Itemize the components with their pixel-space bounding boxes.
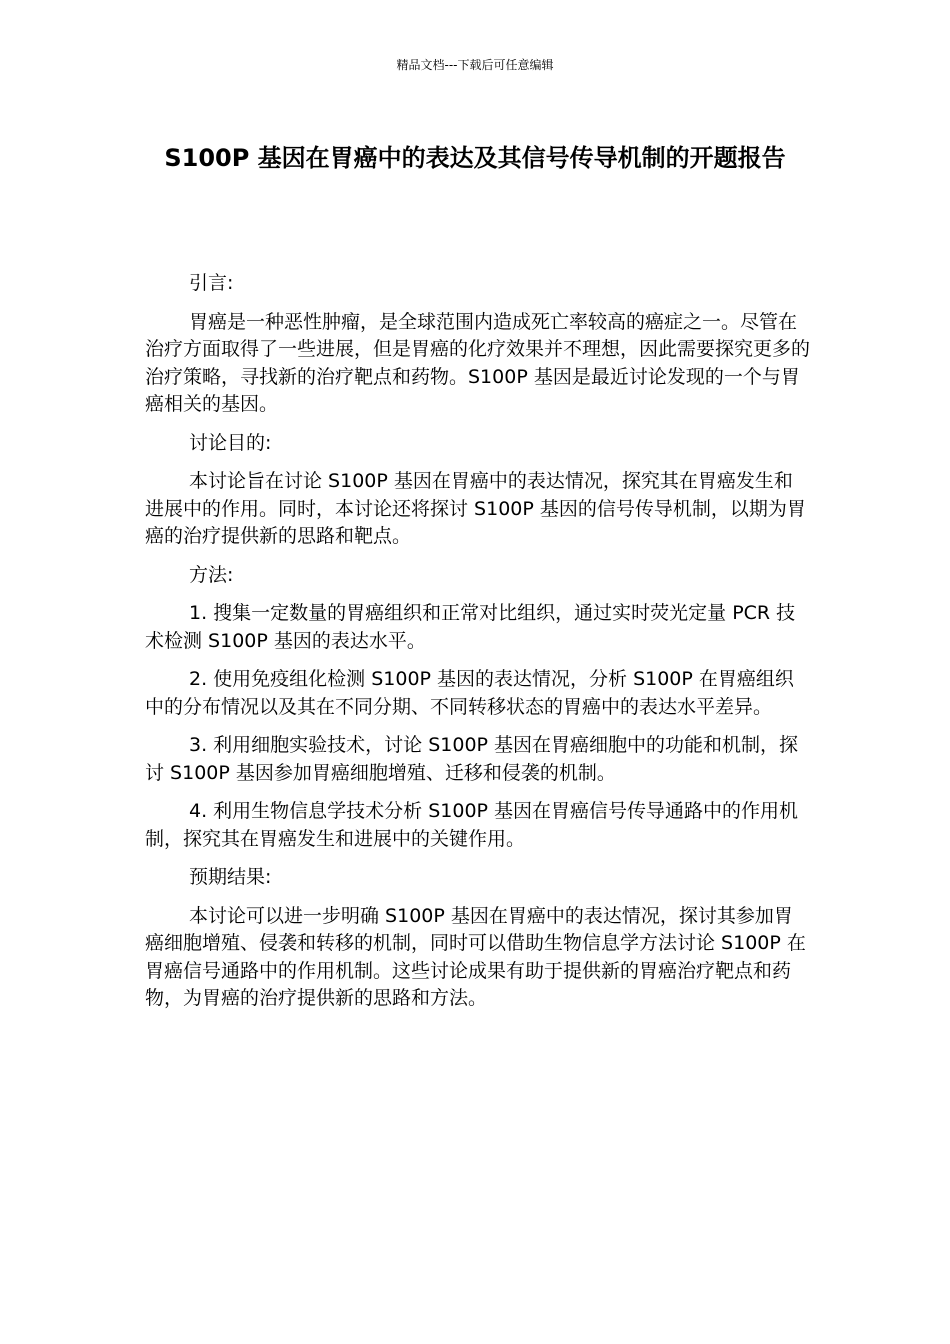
method-item-2: 2. 使用免疫组化检测 S100P 基因的表达情况，分析 S100P 在胃癌组织中的分布情况以及其在不同分期、不同转移状态的胃癌中的表达水平差异。	[145, 668, 794, 718]
method-item-4: 4. 利用生物信息学技术分析 S100P 基因在胃癌信号传导通路中的作用机制，探究其在胃癌发生和进展中的关键作用。	[145, 800, 799, 850]
results-label: 预期结果:	[189, 866, 272, 888]
purpose-label: 讨论目的:	[189, 431, 272, 454]
methods-label: 方法:	[189, 563, 234, 586]
method-item-1: 1. 搜集一定数量的胃癌组织和正常对比组织，通过实时荧光定量 PCR 技术检测 S100P 基因的表达水平。	[145, 602, 796, 652]
intro-label: 引言:	[189, 272, 234, 294]
method-item-3: 3. 利用细胞实验技术，讨论 S100P 基因在胃癌细胞中的功能和机制，探讨 S100P 基因参加胃癌细胞增殖、迁移和侵袭的机制。	[145, 734, 799, 784]
header-note: 精品文档---下载后可任意编辑	[396, 58, 554, 72]
results-paragraph: 本讨论可以进一步明确 S100P 基因在胃癌中的表达情况，探讨其参加胃癌细胞增殖、侵袭和转移的机制，同时可以借助生物信息学方法讨论 S100P 在胃癌信号通路中的作用机制。这些讨论成果有助于提供新的胃癌治疗靶点和药物，为胃癌的治疗提供新的思路和方法。	[145, 904, 806, 1009]
document-body	[145, 270, 810, 1013]
intro-paragraph: 胃癌是一种恶性肿瘤，是全球范围内造成死亡率较高的癌症之一。尽管在治疗方面取得了一些进展，但是胃癌的化疗效果并不理想，因此需要探究更多的治疗策略，寻找新的治疗靶点和药物。S100P 基因是最近讨论发现的一个与胃癌相关的基因。	[145, 310, 811, 415]
purpose-paragraph: 本讨论旨在讨论 S100P 基因在胃癌中的表达情况，探究其在胃癌发生和进展中的作用。同时，本讨论还将探讨 S100P 基因的信号传导机制，以期为胃癌的治疗提供新的思路和靶点。	[145, 470, 806, 547]
document-title: S100P 基因在胃癌中的表达及其信号传导机制的开题报告	[164, 144, 786, 172]
